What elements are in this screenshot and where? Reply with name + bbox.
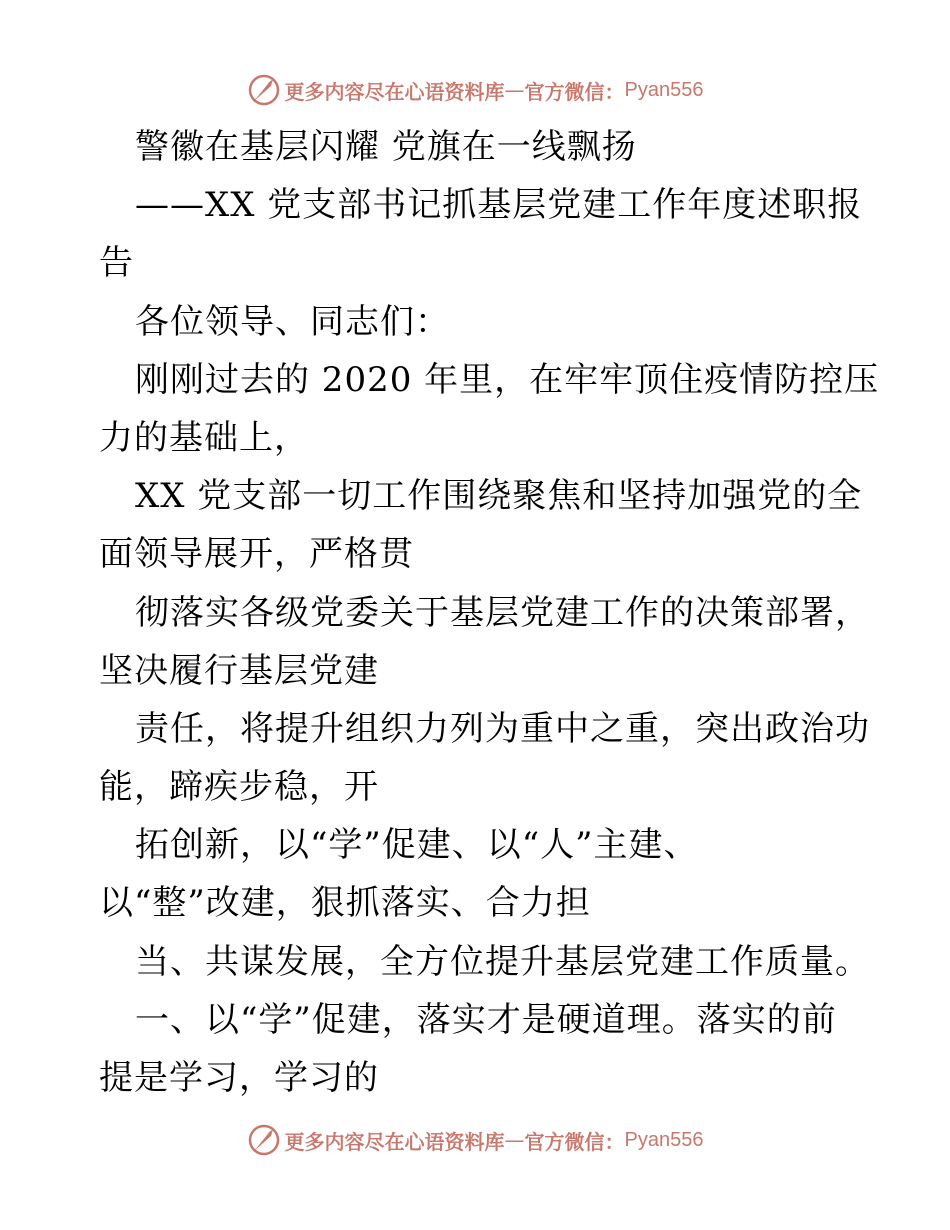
watermark-contact-id: Pyan556 — [624, 1128, 704, 1151]
watermark-contact-label: 官方微信： — [524, 79, 625, 104]
watermark-brand-text: 更多内容尽在心语资料库 — [284, 79, 505, 104]
body-line: XX 党支部一切工作围绕聚焦和坚持加强党的全 — [135, 476, 863, 517]
quill-logo-icon — [247, 1123, 281, 1157]
body-line: 提是学习，学习的 — [99, 1058, 379, 1098]
watermark-separator: — — [504, 1128, 525, 1152]
body-line: 彻落实各级党委关于基层党建工作的决策部署， — [135, 592, 870, 633]
salutation: 各位领导、同志们： — [135, 301, 450, 342]
section-heading-line: 一、以“学”促建，落实才是硬道理。落实的前 — [135, 999, 837, 1040]
quill-logo-icon — [247, 73, 281, 107]
header-watermark — [0, 70, 950, 110]
watermark-contact-label: 官方微信： — [524, 1129, 625, 1154]
footer-watermark — [0, 1120, 950, 1160]
body-line: 坚决履行基层党建 — [99, 650, 379, 691]
body-line: 面领导展开，严格贯 — [99, 534, 414, 575]
watermark-separator: — — [504, 78, 525, 102]
document-body — [99, 118, 880, 1107]
document-subtitle-line-1: ——XX 党支部书记抓基层党建工作年度述职报 — [135, 185, 863, 226]
body-line: 以“整”改建，狠抓落实、合力担 — [99, 883, 591, 924]
document-subtitle-line-2: 告 — [99, 243, 134, 284]
body-line: 刚刚过去的 2020 年里，在牢牢顶住疫情防控压 — [135, 359, 880, 400]
watermark-brand-text: 更多内容尽在心语资料库 — [284, 1129, 505, 1154]
document-title: 警徽在基层闪耀 党旗在一线飘扬 — [135, 127, 637, 167]
body-line: 拓创新，以“学”促建、以“人”主建、 — [135, 825, 699, 866]
body-line: 能，蹄疾步稳，开 — [99, 767, 379, 808]
watermark-contact-id: Pyan556 — [624, 78, 704, 101]
body-line: 当、共谋发展，全方位提升基层党建工作质量。 — [135, 941, 870, 982]
body-line: 责任，将提升组织力列为重中之重，突出政治功 — [135, 708, 870, 749]
body-line: 力的基础上， — [99, 417, 309, 458]
